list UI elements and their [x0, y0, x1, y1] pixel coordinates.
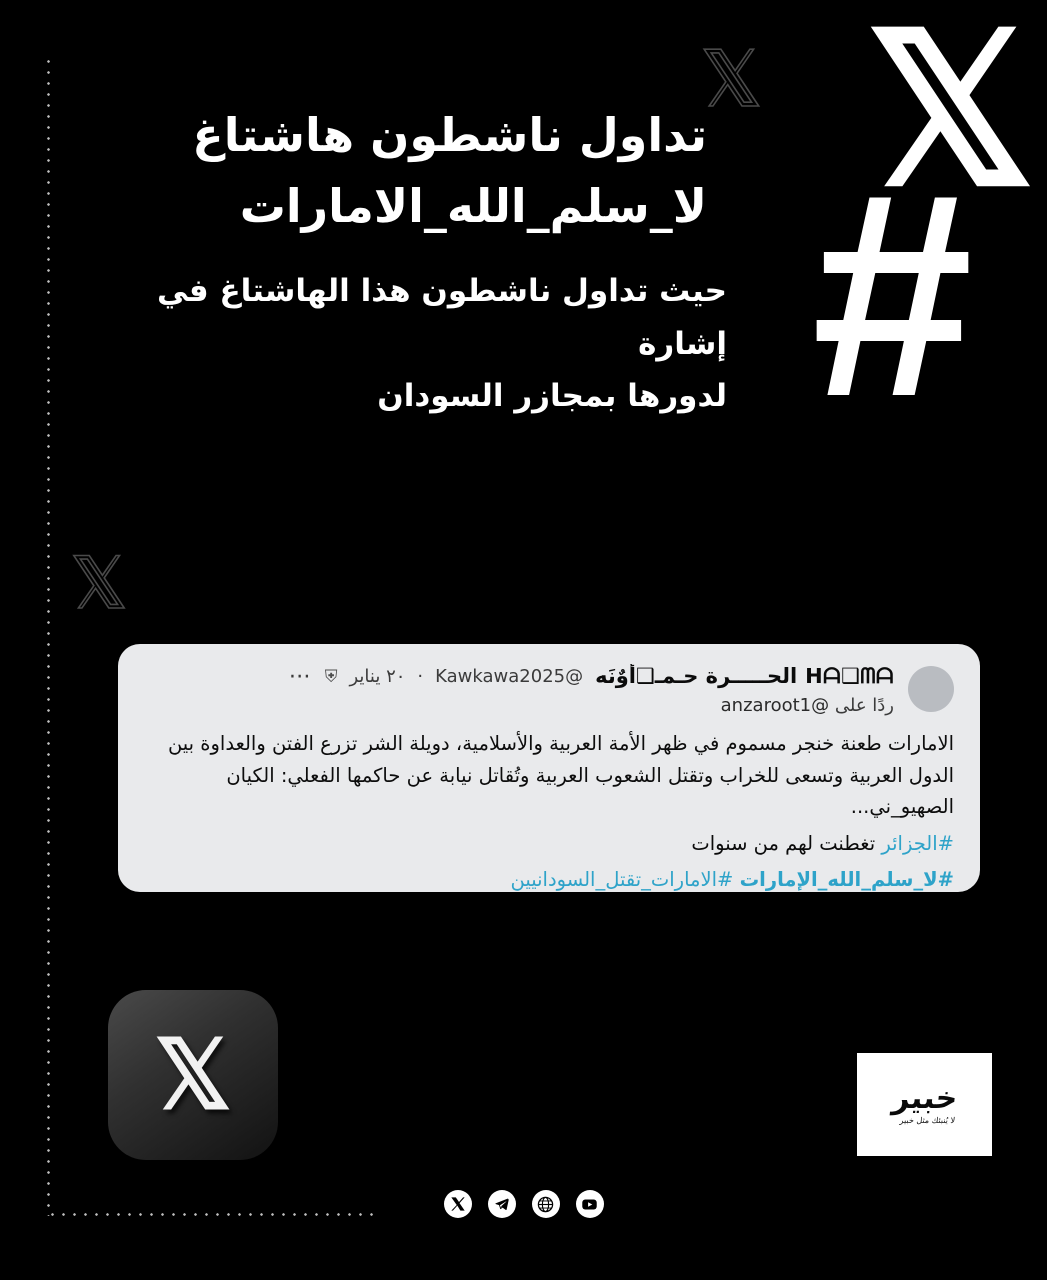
tweet-reply-handle[interactable]: @anzaroot1 — [720, 695, 830, 716]
tweet-handle[interactable]: @Kawkawa2025 — [435, 666, 584, 687]
calligraphy-logo-sub: لا يُنبئك مثل خبير — [899, 1116, 956, 1125]
subheadline — [107, 265, 727, 423]
avatar[interactable] — [908, 666, 954, 712]
footer-social-bar — [0, 1190, 1047, 1218]
x-icon[interactable] — [444, 1190, 472, 1218]
headline-line-2: لا_سلم_الله_الامارات — [239, 179, 707, 234]
tweet-display-name[interactable]: ᕼᗩ❑ᗰᗩ الحـــــرة حـمـ❑أوٌنَه — [595, 664, 894, 688]
tweet-card[interactable] — [118, 644, 980, 892]
tweet-header — [140, 664, 954, 716]
website-icon[interactable] — [532, 1190, 560, 1218]
headline — [77, 100, 707, 243]
hashtag-secondary[interactable]: #الامارات_تقتل_السودانيين — [510, 867, 734, 891]
tweet-tag-line-1 — [140, 828, 954, 859]
hashtag-main[interactable]: #لا_سلم_الله_الإمارات — [739, 867, 954, 891]
tweet-reply-prefix: ردًا على — [834, 695, 894, 716]
tweet-author-row — [140, 664, 894, 689]
calligraphy-logo — [857, 1053, 992, 1156]
calligraphy-logo-main: خبير — [890, 1081, 960, 1116]
tweet-tag-line-2 — [140, 864, 954, 895]
telegram-icon[interactable] — [488, 1190, 516, 1218]
hashtag-algeria[interactable]: #الجزائر — [881, 831, 954, 855]
hashtag-icon: # — [811, 133, 973, 457]
subheadline-line-1: حيث تداول ناشطون هذا الهاشتاغ في إشارة — [157, 273, 727, 362]
x-logo-large-icon: 𝕏 — [865, 0, 1027, 228]
more-options-icon[interactable]: ⋯ — [288, 664, 313, 689]
x-logo-outline-middle-icon: 𝕏 — [70, 544, 129, 624]
calligraphy-logo-text — [890, 1081, 960, 1125]
x-app-icon[interactable] — [108, 990, 278, 1160]
tweet-reply-context — [140, 695, 894, 716]
tweet-date: ٢٠ يناير — [349, 666, 406, 687]
youtube-icon[interactable] — [576, 1190, 604, 1218]
tweet-separator-dot: · — [417, 666, 424, 687]
subheadline-line-2: لدورها بمجازر السودان — [377, 378, 727, 415]
frame-left-dotted-line — [47, 56, 50, 1216]
globe-icon: ⛨ — [324, 666, 338, 687]
tweet-header-text — [140, 664, 894, 716]
x-logo-outline-top-icon: 𝕏 — [700, 35, 763, 123]
headline-line-1: تداول ناشطون هاشتاغ — [192, 108, 707, 162]
tweet-body-text: الامارات طعنة خنجر مسموم في ظهر الأمة العربية والأسلامية، دويلة الشر تزرع الفتن والعداوة بين الدول العربية وتسعى للخراب وتقتل الشعوب العربية وتُقاتل نيابة عن حاكمها الفعلي: الكيان الصهيو_ني... — [167, 732, 954, 819]
x-app-icon-glyph: 𝕏 — [154, 1022, 232, 1129]
tweet-tag-line-1-rest: تغطنت لهم من سنوات — [691, 831, 876, 855]
